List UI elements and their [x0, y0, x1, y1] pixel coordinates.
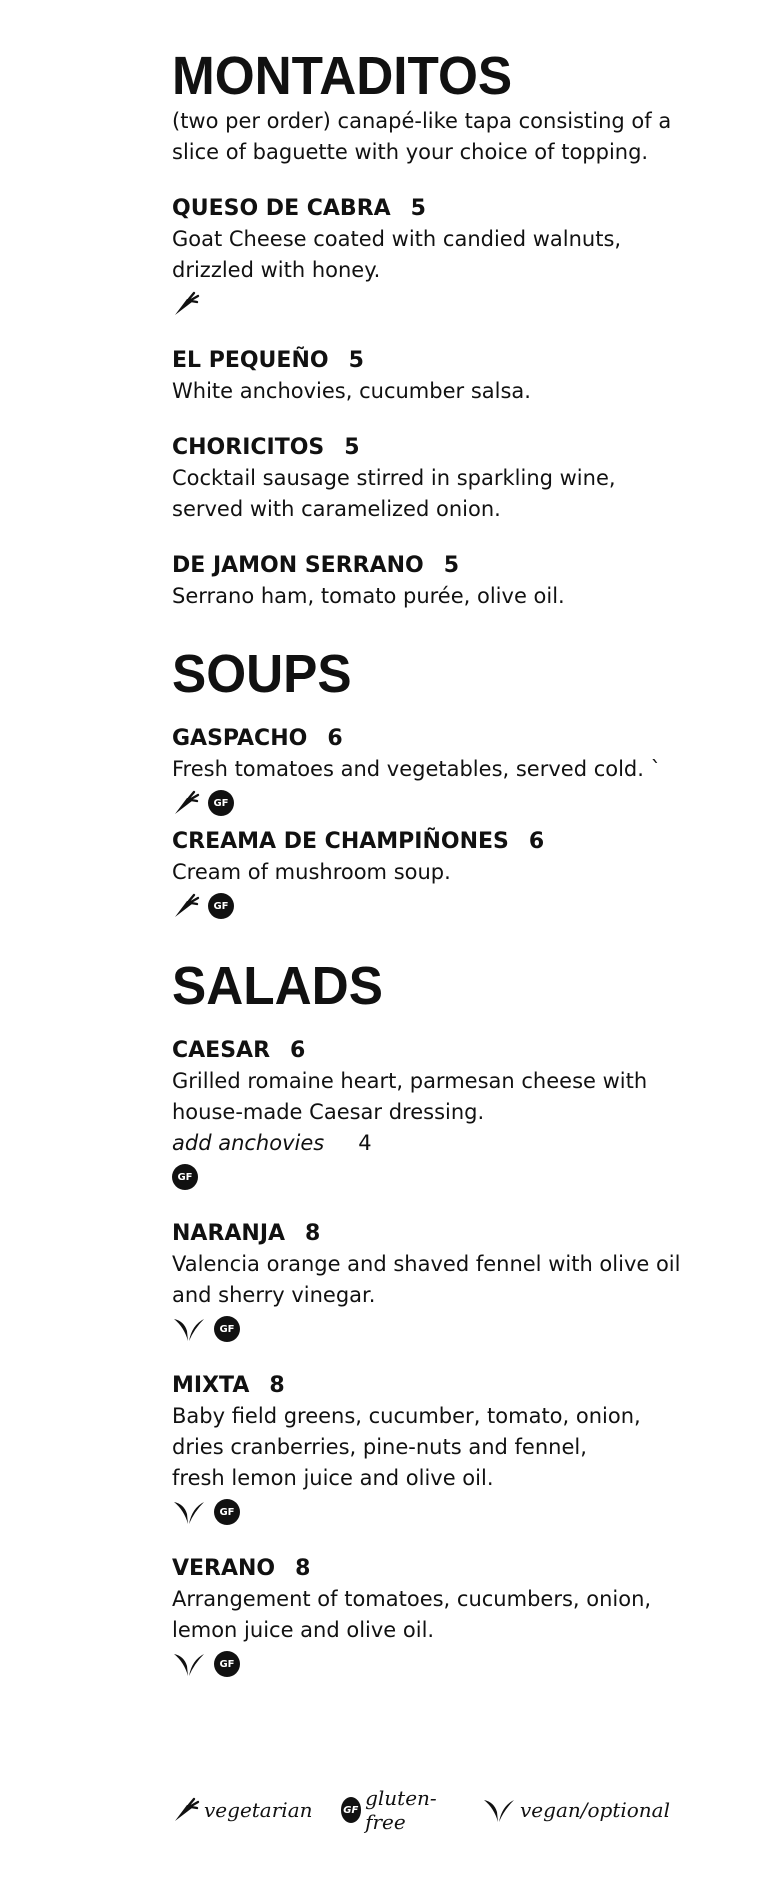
- item-name: GASPACHO: [172, 726, 308, 751]
- menu-item: [172, 1371, 712, 1528]
- item-name: CHORICITOS: [172, 435, 325, 460]
- gluten-free-icon: GF: [214, 1316, 240, 1342]
- vegetarian-icon: [172, 789, 200, 817]
- gluten-free-icon: GF: [172, 1164, 198, 1190]
- vegan-icon: [172, 1315, 206, 1343]
- addon-price: 4: [358, 1131, 372, 1155]
- vegetarian-icon: [172, 1796, 200, 1824]
- menu-item: [172, 724, 712, 819]
- vegetarian-icon: [172, 290, 200, 318]
- diet-icons: [172, 1648, 712, 1680]
- section-intro: (two per order) canapé-like tapa consisting of a slice of baguette with your choice of topping.: [172, 109, 672, 164]
- diet-icons: [172, 288, 712, 320]
- item-price: 6: [327, 726, 343, 751]
- vegan-icon: [172, 1650, 206, 1678]
- legend-label: gluten-free: [365, 1786, 437, 1834]
- item-name: CREAMA DE CHAMPIÑONES: [172, 829, 509, 854]
- item-addon: [172, 1128, 712, 1159]
- item-price: 6: [528, 829, 545, 854]
- diet-icons: [172, 1313, 712, 1345]
- menu-item: [172, 1554, 712, 1680]
- menu-item: [172, 194, 712, 320]
- item-description: Fresh tomatoes and vegetables, served cold. `: [172, 757, 662, 781]
- menu-item: [172, 433, 712, 525]
- diet-icons: [172, 890, 712, 922]
- gluten-free-icon: GF: [208, 893, 234, 919]
- item-description: Valencia orange and shaved fennel with olive oil and sherry vinegar.: [172, 1252, 681, 1307]
- menu: [172, 48, 712, 1708]
- diet-icons: [172, 787, 712, 819]
- addon-label: add anchovies: [172, 1131, 325, 1155]
- legend-label: vegetarian: [204, 1798, 313, 1822]
- menu-item: [172, 1036, 712, 1193]
- menu-item: [172, 346, 712, 407]
- legend-entry: [482, 1796, 670, 1824]
- gluten-free-icon: GF: [214, 1499, 240, 1525]
- item-name: VERANO: [172, 1556, 276, 1581]
- section-title: SALADS: [172, 956, 383, 1016]
- item-description: White anchovies, cucumber salsa.: [172, 379, 531, 403]
- vegan-icon: [482, 1796, 516, 1824]
- section-soups: [172, 646, 712, 922]
- diet-icons: [172, 1496, 712, 1528]
- item-description: Cocktail sausage stirred in sparkling wine, served with caramelized onion.: [172, 466, 616, 521]
- section-montaditos: [172, 48, 712, 612]
- section-title: MONTADITOS: [172, 46, 513, 106]
- item-description: Cream of mushroom soup.: [172, 860, 451, 884]
- item-name: NARANJA: [172, 1221, 286, 1246]
- legend-label: vegan/optional: [520, 1798, 670, 1822]
- section-title: SOUPS: [172, 644, 352, 704]
- item-description: Baby field greens, cucumber, tomato, onion, dries cranberries, pine-nuts and fennel, fresh lemon juice and olive oil.: [172, 1404, 641, 1490]
- item-price: 5: [344, 435, 360, 460]
- gluten-free-icon: GF: [208, 790, 234, 816]
- vegetarian-icon: [172, 892, 200, 920]
- item-description: Serrano ham, tomato purée, olive oil.: [172, 584, 565, 608]
- vegan-icon: [172, 1498, 206, 1526]
- dietary-legend: [172, 1786, 692, 1834]
- item-price: 8: [305, 1221, 321, 1246]
- item-description: Arrangement of tomatoes, cucumbers, onion, lemon juice and olive oil.: [172, 1587, 652, 1642]
- diet-icons: [172, 1161, 712, 1193]
- item-price: 8: [269, 1373, 285, 1398]
- gluten-free-icon: GF: [341, 1797, 362, 1823]
- item-description: Grilled romaine heart, parmesan cheese with house-made Caesar dressing.: [172, 1069, 648, 1124]
- section-salads: [172, 958, 712, 1680]
- item-name: QUESO DE CABRA: [172, 196, 391, 221]
- item-price: 5: [348, 348, 364, 373]
- legend-entry: [341, 1786, 455, 1834]
- item-name: CAESAR: [172, 1038, 271, 1063]
- item-name: DE JAMON SERRANO: [172, 553, 424, 578]
- item-description: Goat Cheese coated with candied walnuts, drizzled with honey.: [172, 227, 622, 282]
- item-price: 8: [295, 1556, 311, 1581]
- item-price: 6: [290, 1038, 306, 1063]
- item-name: MIXTA: [172, 1373, 250, 1398]
- item-name: EL PEQUEÑO: [172, 348, 329, 373]
- item-price: 5: [443, 553, 460, 578]
- menu-item: [172, 827, 712, 922]
- menu-item: [172, 1219, 712, 1345]
- item-price: 5: [410, 196, 426, 221]
- gluten-free-icon: GF: [214, 1651, 240, 1677]
- legend-entry: [172, 1796, 313, 1824]
- menu-item: [172, 551, 712, 612]
